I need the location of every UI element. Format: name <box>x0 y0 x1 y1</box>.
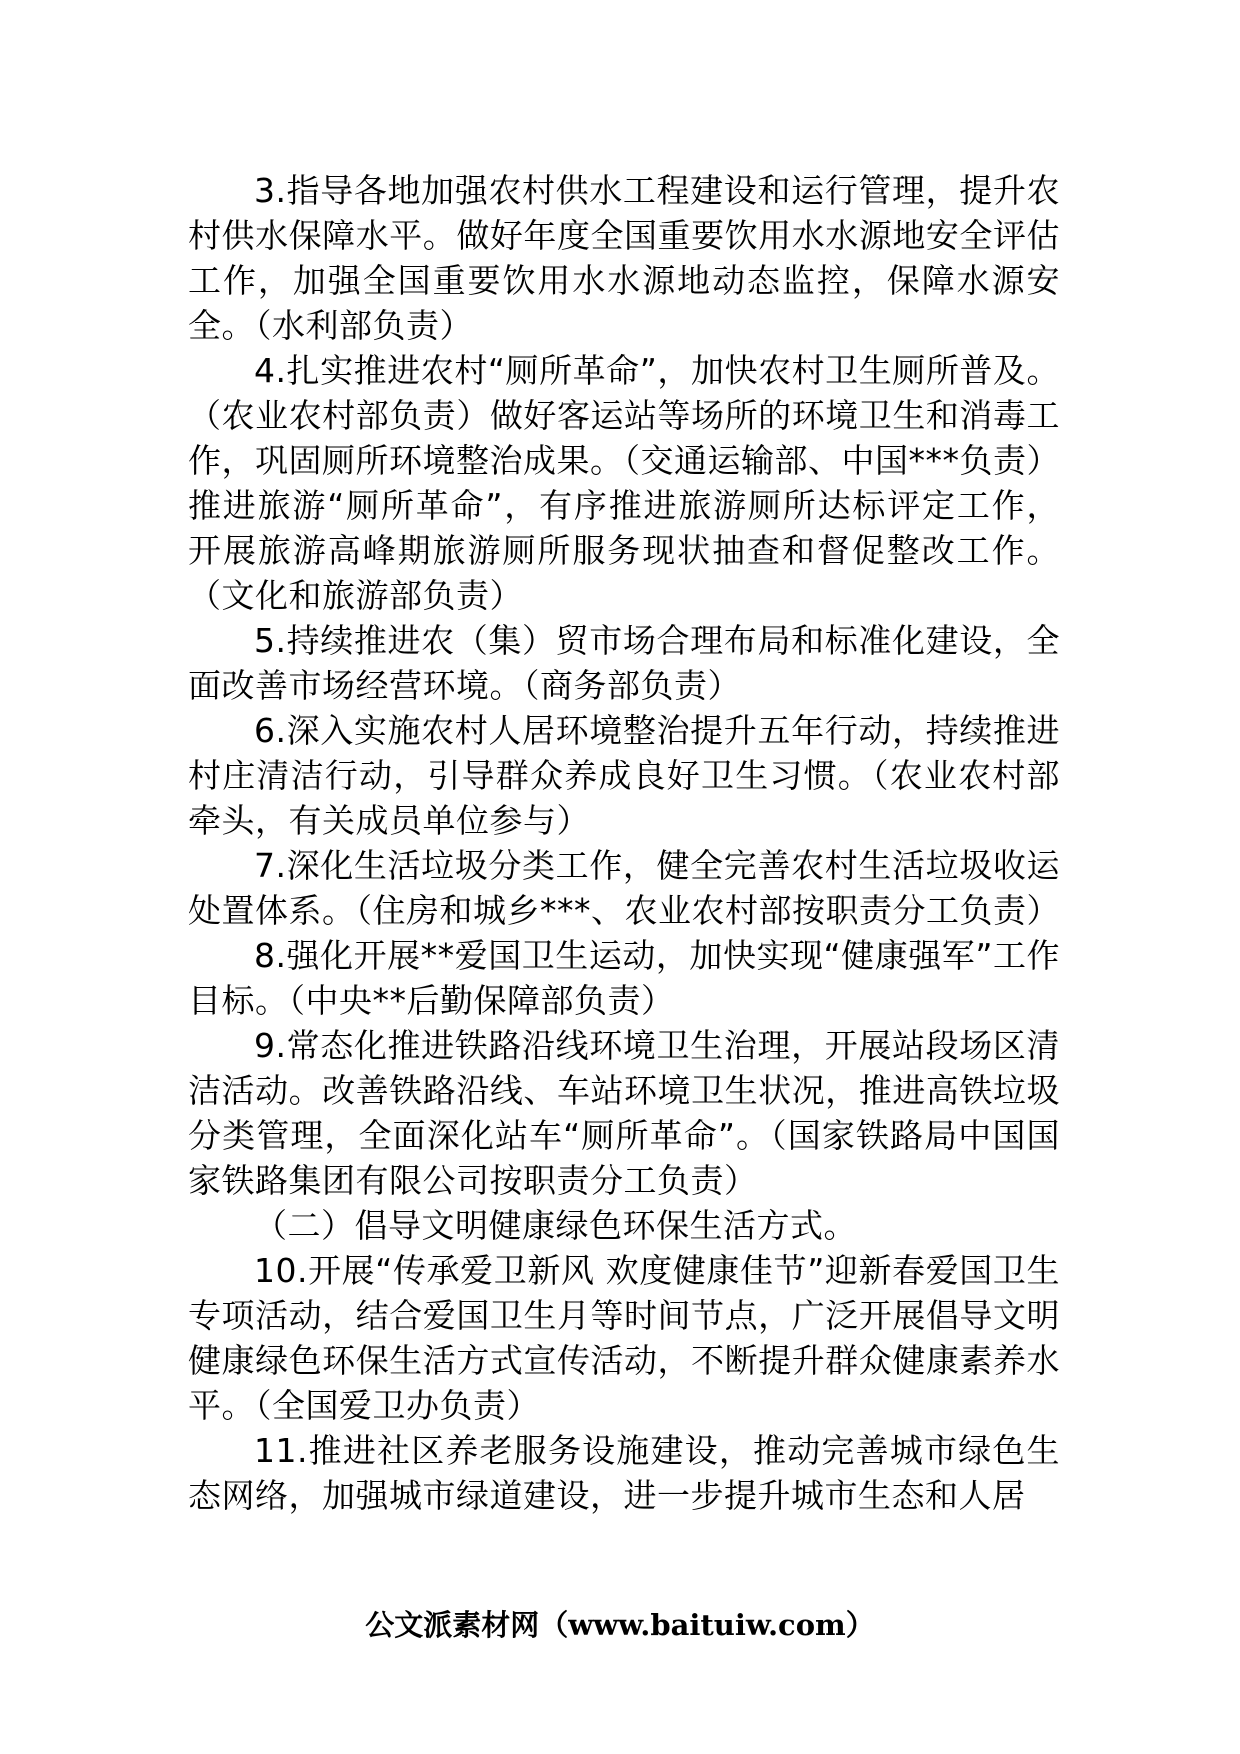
paragraph-item-6: 6.深入实施农村人居环境整治提升五年行动，持续推进村庄清洁行动，引导群众养成良好卫生习惯。（农业农村部牵头，有关成员单位参与） <box>188 711 1060 840</box>
footer-watermark: 公文派素材网（www.baituiw.com） <box>365 1608 875 1642</box>
paragraph-item-11: 11.推进社区养老服务设施建设，推动完善城市绿色生态网络，加强城市绿道建设，进一步提升城市生态和人居 <box>188 1431 1060 1515</box>
paragraph-item-9: 9.常态化推进铁路沿线环境卫生治理，开展站段场区清洁活动。改善铁路沿线、车站环境卫生状况，推进高铁垃圾分类管理，全面深化站车“厕所革命”。（国家铁路局中国国家铁路集团有限公司按职责分工负责） <box>188 1026 1060 1200</box>
paragraph-item-8: 8.强化开展**爱国卫生运动，加快实现“健康强军”工作目标。（中央**后勤保障部负责） <box>188 936 1060 1020</box>
paragraph-item-4: 4.扎实推进农村“厕所革命”，加快农村卫生厕所普及。（农业农村部负责）做好客运站等场所的环境卫生和消毒工作，巩固厕所环境整治成果。（交通运输部、中国***负责）推进旅游“厕所革命”，有序推进旅游厕所达标评定工作，开展旅游高峰期旅游厕所服务现状抽查和督促整改工作。（文化和旅游部负责） <box>188 351 1060 615</box>
paragraph-item-5: 5.持续推进农（集）贸市场合理布局和标准化建设，全面改善市场经营环境。（商务部负责） <box>188 621 1060 705</box>
paragraph-item-7: 7.深化生活垃圾分类工作，健全完善农村生活垃圾收运处置体系。（住房和城乡***、农业农村部按职责分工负责） <box>188 846 1060 930</box>
paragraph-item-3: 3.指导各地加强农村供水工程建设和运行管理，提升农村供水保障水平。做好年度全国重要饮用水水源地安全评估工作，加强全国重要饮用水水源地动态监控，保障水源安全。（水利部负责） <box>188 171 1060 345</box>
document-body <box>188 168 1060 1518</box>
paragraph-item-10: 10.开展“传承爱卫新风 欢度健康佳节”迎新春爱国卫生专项活动，结合爱国卫生月等时间节点，广泛开展倡导文明健康绿色环保生活方式宣传活动，不断提升群众健康素养水平。（全国爱卫办负责） <box>188 1251 1060 1425</box>
section-heading-2: （二）倡导文明健康绿色环保生活方式。 <box>254 1206 857 1245</box>
